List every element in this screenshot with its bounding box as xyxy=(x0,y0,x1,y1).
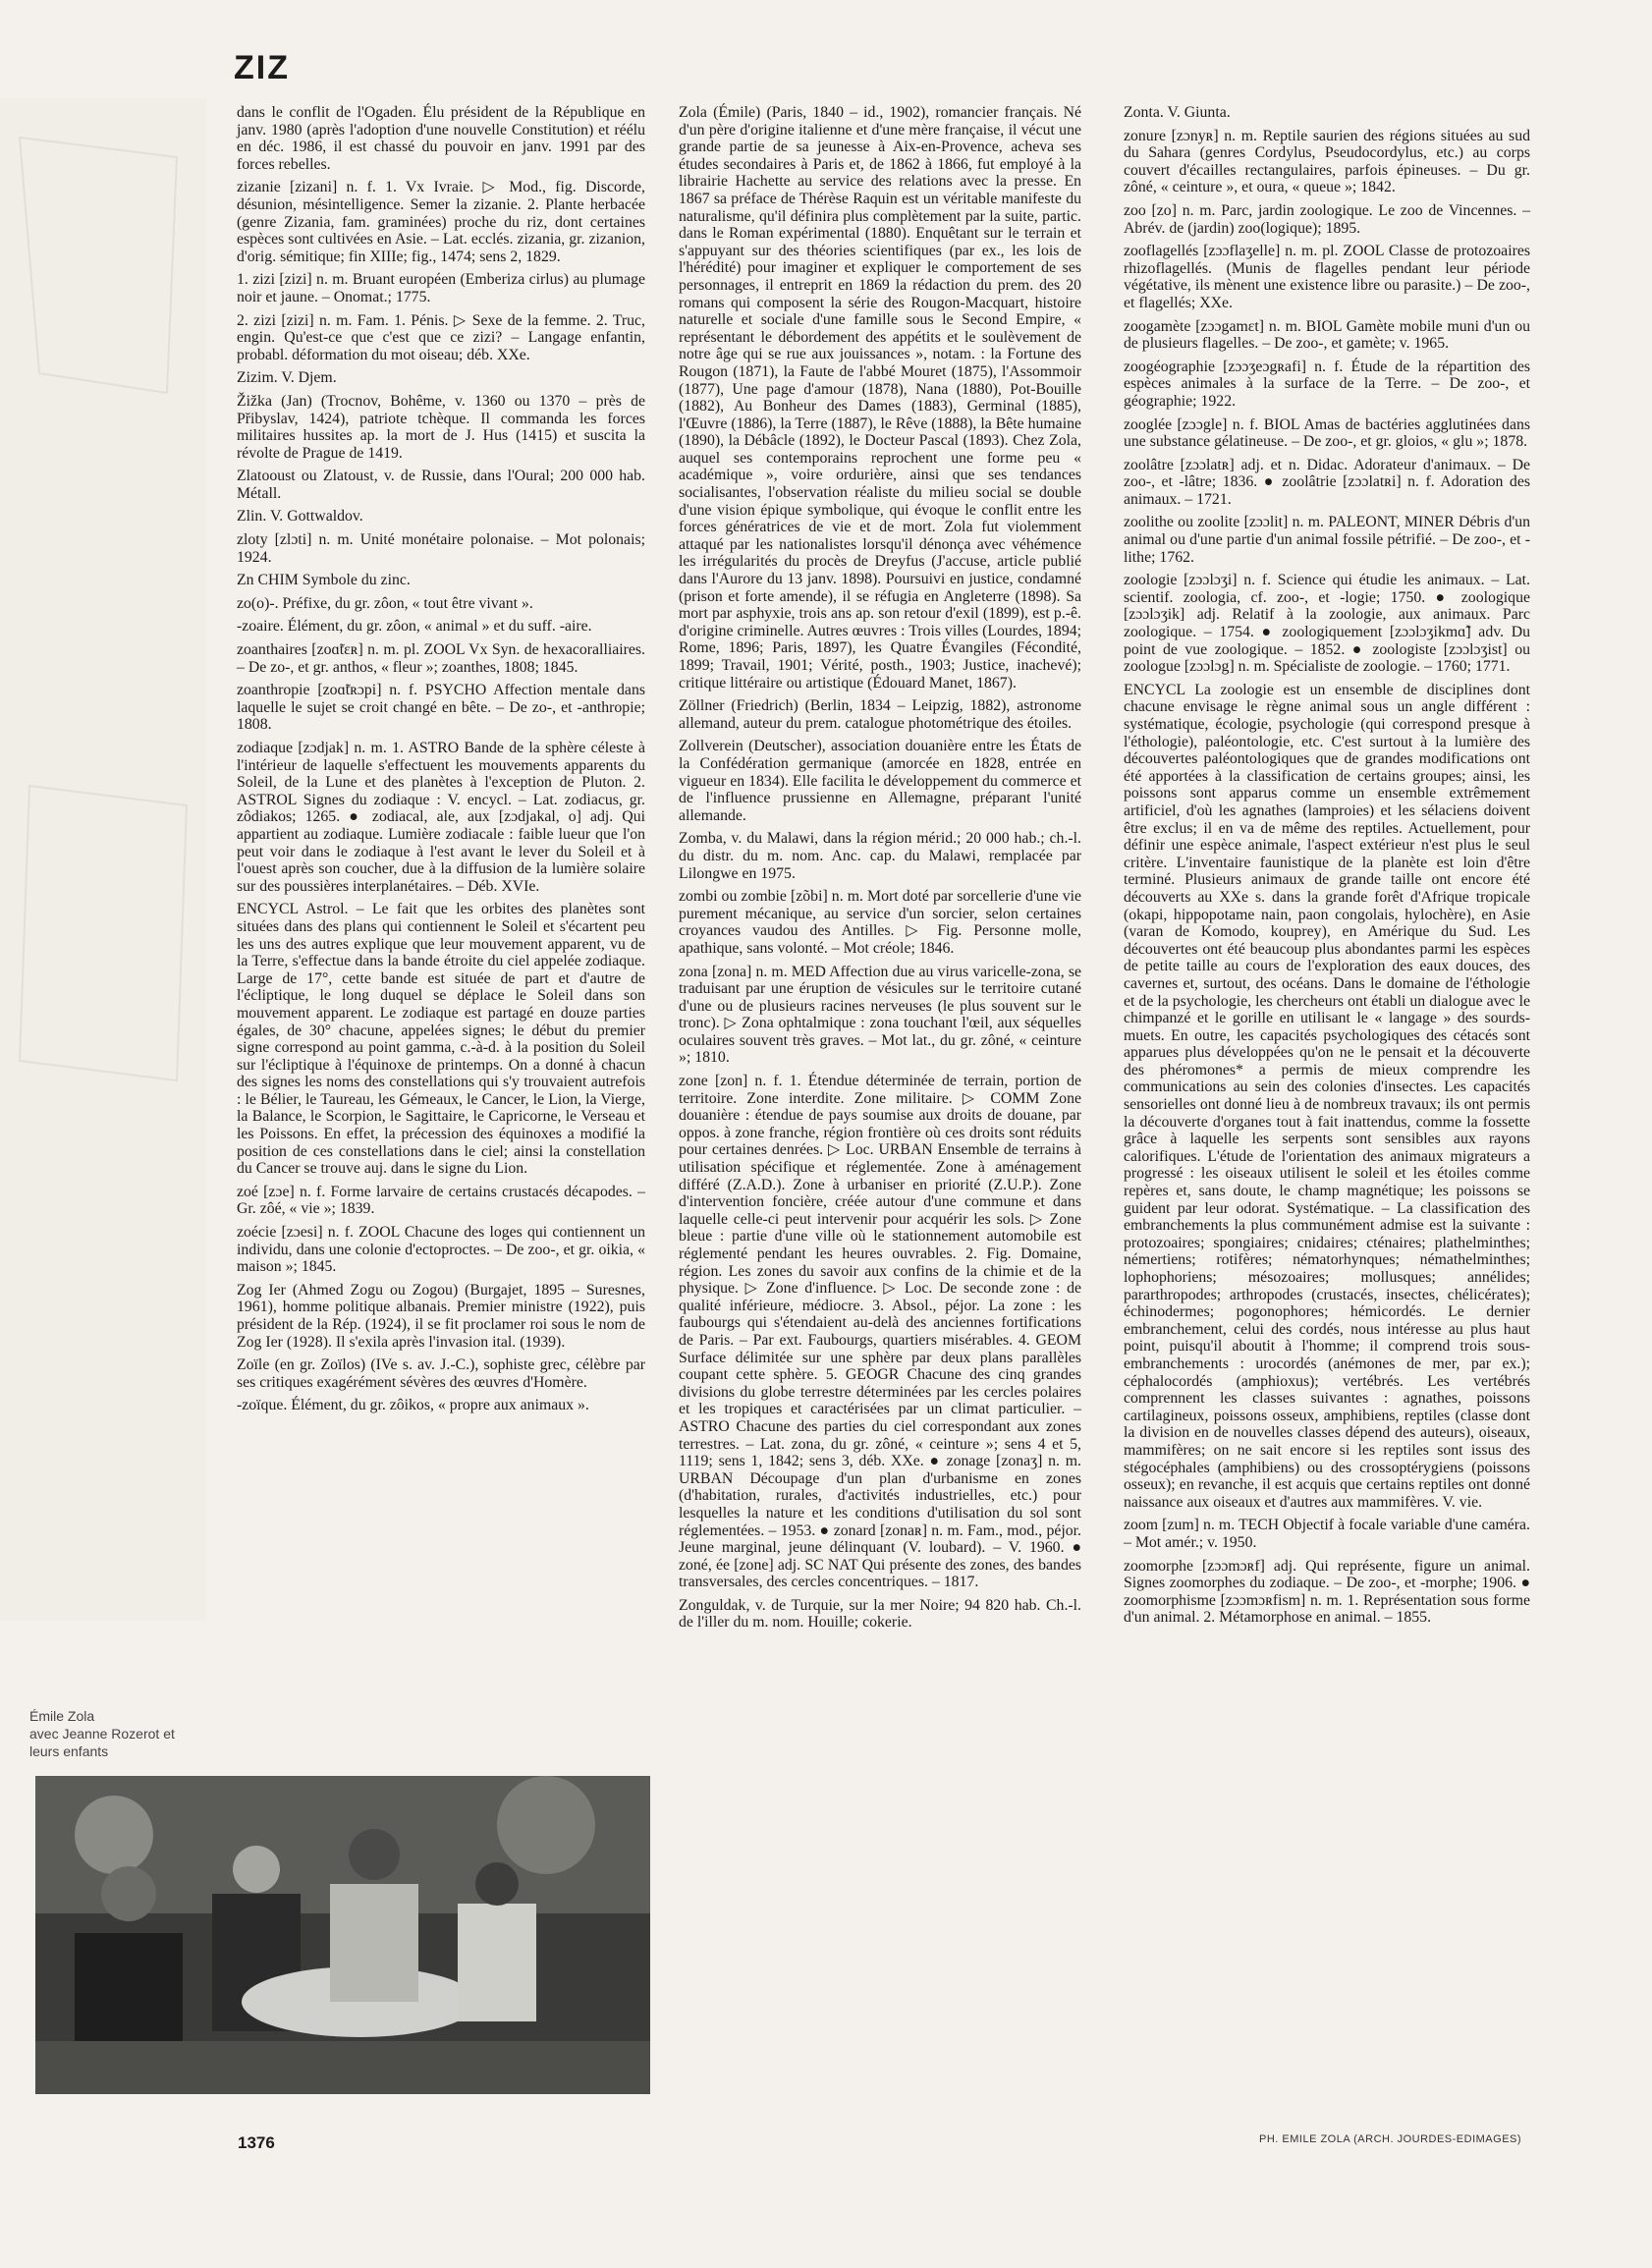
encyclopedic-note: ENCYCL Astrol. – Le fait que les orbites des planètes sont situées dans des plans qui contiennent le Soleil et s'écartent peu les uns des autres explique que leur mouvement apparent, vu de la Terre, s'effectue dans la bande étroite du ciel appelée zodiaque. Large de 17°, cette bande est située de part et d'autre de l'écliptique, le long duquel se déplace le Soleil dans son mouvement apparent. Le zodiaque est partagé en douze parties égales, de 30° chacune, appelées signes; le début du premier signe correspond au point gamma, c.-à-d. à la position du Soleil sur l'écliptique à l'équinoxe de printemps. On a donné à chacun des signes les noms des constellations qui s'y trouvaient autrefois : le Bélier, le Taureau, les Gémeaux, le Cancer, le Lion, la Vierge, la Balance, le Scorpion, le Sagittaire, le Capricorne, le Verseau et les Poissons. En effet, la précession des équinoxes a modifié la position de ces constellations dans le ciel; ainsi la constellation du Cancer se trouve auj. dans le signe du Lion. xyxy=(237,901,645,1178)
entry: zoanthaires [zoɑ̃tɛʀ] n. m. pl. ZOOL Vx Syn. de hexacoralliaires. – De zo-, et gr. anthos, « fleur »; zoanthes, 1808; 1845. xyxy=(237,641,645,676)
adjacent-page-map-ghost xyxy=(0,98,206,1621)
entry: zoolâtre [zɔɔlatʀ] adj. et n. Didac. Adorateur d'animaux. – De zoo-, et -lâtre; 1836. ● zoolâtrie [zɔɔlatʀi] n. f. Adoration des animaux. – 1721. xyxy=(1124,456,1530,508)
entry: zoolithe ou zoolite [zɔɔlit] n. m. PALEONT, MINER Débris d'un animal ou d'une partie d'un animal fossile pétrifié. – De zoo-, et -lithe; 1762. xyxy=(1124,514,1530,566)
entry: Zomba, v. du Malawi, dans la région mérid.; 20 000 hab.; ch.-l. du distr. du m. nom. Anc. cap. du Malawi, remplacée par Lilongwe en 1975. xyxy=(679,830,1081,882)
entry: Žižka (Jan) (Trocnov, Bohême, v. 1360 ou 1370 – près de Přibyslav, 1424), patriote tchèque. Il commanda les forces militaires hussites ap. la mort de J. Hus (1415) et suscita la révolte de Prague de 1419. xyxy=(237,392,645,462)
column-2 xyxy=(679,104,1081,1637)
entry: Zlatooust ou Zlatoust, v. de Russie, dans l'Oural; 200 000 hab. Métall. xyxy=(237,468,645,502)
entry: zoogamète [zɔɔgamɛt] n. m. BIOL Gamète mobile muni d'un ou de plusieurs flagelles. – De zoo-, et gamète; v. 1965. xyxy=(1124,317,1530,353)
entry: zoo [zo] n. m. Parc, jardin zoologique. Le zoo de Vincennes. – Abrév. de (jardin) zoo(logique); 1895. xyxy=(1124,201,1530,237)
entry: zodiaque [zɔdjak] n. m. 1. ASTRO Bande de la sphère céleste à l'intérieur de laquelle s'effectuent les mouvements apparents du Soleil, de la Lune et des planètes à l'exception de Pluton. 2. ASTROL Signes du zodiaque : V. encycl. – Lat. zodiacus, gr. zôdiakos; 1265. ● zodiacal, ale, aux [zɔdjakal, o] adj. Qui appartient au zodiaque. Lumière zodiacale : faible lueur que l'on peut voir dans le zodiaque à l'est avant le lever du Soleil et à l'ouest après son coucher, due à la diffusion de la lumière solaire sur des poussières interplanétaires. – Déb. XVIe. xyxy=(237,740,645,895)
entry: zombi ou zombie [zõbi] n. m. Mort doté par sorcellerie d'une vie purement mécanique, au service d'un sorcier, selon certaines croyances vaudou des Antilles. ▷ Fig. Personne molle, apathique, sans volonté. – Mot créole; 1846. xyxy=(679,888,1081,957)
entry: zonure [zɔnyʀ] n. m. Reptile saurien des régions situées au sud du Sahara (genres Cordylus, Pseudocordylus, etc.) au corps couvert d'écailles rectangulaires, parfois épineuses. – Du gr. zôné, « ceinture », et oura, « queue »; 1842. xyxy=(1124,127,1530,196)
entry: zoomorphe [zɔɔmɔʀf] adj. Qui représente, figure un animal. Signes zoomorphes du zodiaque. – De zoo-, et -morphe; 1906. ● zoomorphisme [zɔɔmɔʀfism] n. m. 1. Représentation sous forme d'un animal. 2. Métamorphose en animal. – 1855. xyxy=(1124,1557,1530,1627)
column-3 xyxy=(1124,104,1530,1632)
caption-text: avec Jeanne Rozerot et leurs enfants xyxy=(29,1726,175,1759)
encyclopedic-note: ENCYCL La zoologie est un ensemble de disciplines dont chacune envisage le règne animal sous un angle différent : systématique, écologie, psychologie (qui correspond presque à l'éthologie), paléontologie, etc. C'est surtout à la lumière des découvertes paléontologiques que de grandes modifications ont été apportées à la classification de certains groupes; ainsi, les poissons sont apparus comme un ensemble extrêmement artificiel, d'où les agnathes (lamproies) et les sélaciens doivent être exclus; il en va de même des reptiles. Actuellement, pour définir une espèce animale, l'aspect extérieur n'est plus le seul critère. L'inventaire faunistique de la planète est loin d'être terminé. Plusieurs animaux de grande taille ont encore été découverts au XXe s. dans la grande forêt d'Afrique tropicale (okapi, hippopotame nain, paon congolais, hylochère), en Asie (varan de Komodo, kouprey), en Amérique du Sud. Les découvertes ont été beaucoup plus abondantes parmi les espèces de petite taille au cours de l'exploration des eaux douces, des cavernes et, surtout, des océans. Dans le domaine de l'éthologie et de la psychologie, les chercheurs ont établi un dialogue avec le chimpanzé et le gorille en utilisant le « langage » des sourds-muets. En outre, les capacités psychologiques des cétacés sont apparues plus développées qu'on ne le pensait et la découverte des phéromones* a permis de mieux comprendre les communications au sein des colonies d'insectes. Les capacités sensorielles ont donné lieu à de nombreux travaux; ils ont permis la découverte d'organes tout à fait inattendus, comme la fossette grâce à laquelle les serpents sont sensibles aux rayons calorifiques. L'étude de l'orientation des animaux migrateurs a progressé : les oiseaux utilisent le soleil et les étoiles comme repères et, sans doute, le champ magnétique; les poissons se guident par leur odorat. Systématique. – La classification des embranchements la plus communément admise est la suivante : protozoaires; spongiaires; cnidaires; cténaires; plathelminthes; némertiens; rotifères; nématorhynques; némathelminthes; lophophoriens; mésozoaires; mollusques; annélides; pararthropodes; arthropodes (crustacés, insectes, chélicérates); échinodermes; pogonophores; hémicordés. Le dernier embranchement, celui des cordés, nous intéresse au plus haut point, puisqu'il aboutit à l'homme; il comprend trois sous-embranchements : urocordés (anémones de mer, par ex.); céphalocordés (amphioxus); vertébrés. Les vertébrés comprennent les classes suivantes : agnathes, poissons cartilagineux, poissons osseux, amphibiens, reptiles (classe dont la division en de nouvelles classes dépend des auteurs), oiseaux, mammifères; on ne sait encore si les reptiles sont issus des stégocéphales (amphibiens) ou des crossoptérygiens (poissons osseux); en revanche, il est acquis que certains reptiles ont donné naissance aux oiseaux et d'autres aux mammifères. V. vie. xyxy=(1124,681,1530,1511)
entry: Zöllner (Friedrich) (Berlin, 1834 – Leipzig, 1882), astronome allemand, auteur du prem. catalogue photométrique des étoiles. xyxy=(679,697,1081,732)
entry: 2. zizi [zizi] n. m. Fam. 1. Pénis. ▷ Sexe de la femme. 2. Truc, engin. Qu'est-ce que c'est que ce zizi? – Langage enfantin, probabl. déformation du mot oiseau; déb. XXe. xyxy=(237,311,645,363)
entry: zone [zon] n. f. 1. Étendue déterminée de terrain, portion de territoire. Zone interdite. Zone militaire. ▷ COMM Zone douanière : étendue de pays soumise aux droits de douane, par oppos. à zone franche, région frontière où ces droits sont réduits pour certaines denrées. ▷ Loc. URBAN Ensemble de terrains à utilisation spécifique et réglementée. Zone à aménagement différé (Z.A.D.). Zone à urbaniser en priorité (Z.U.P.). Zone d'intervention foncière, créée autour d'une commune et dans laquelle celle-ci peut intervenir pour acquérir les sols. ▷ Zone bleue : partie d'une ville où le stationnement automobile est réglementé pendant les heures ouvrables. 2. Fig. Domaine, région. Les zones du savoir aux confins de la chimie et de la physique. ▷ Zone d'influence. ▷ Loc. De seconde zone : de qualité inférieure, médiocre. 3. Absol., péjor. La zone : les faubourgs qui s'étendaient au-delà des anciennes fortifications de Paris. – Par ext. Faubourgs, quartiers misérables. 4. GEOM Surface délimitée sur une sphère par deux plans parallèles coupant cette sphère. 5. GEOGR Chacune des cinq grandes divisions du globe terrestre déterminées par les cercles polaires et les tropiques et caractérisées par un climat particulier. – ASTRO Chacune des parties du ciel correspondant aux zones terrestres. – Lat. zona, du gr. zôné, « ceinture »; sens 4 et 5, 1119; sens 1, 1842; sens 3, déb. XXe. ● zonage [zonaʒ] n. m. URBAN Découpage d'un plan d'urbanisme en zones (d'habitation, rurales, d'activités industrielles, etc.) pour lesquelles la nature et les conditions d'utilisation du sol sont réglementées. – 1953. ● zonard [zonaʀ] n. m. Fam., mod., péjor. Jeune marginal, jeune délinquant (V. loubard). – V. 1960. ● zoné, ée [zone] adj. SC NAT Qui présente des zones, des bandes transversales, des cercles concentriques. – 1817. xyxy=(679,1073,1081,1591)
entry: zoogéographie [zɔɔʒeɔgʀafi] n. f. Étude de la répartition des espèces animales à la surface de la Terre. – De zoo-, et géographie; 1922. xyxy=(1124,358,1530,410)
entry: Zn CHIM Symbole du zinc. xyxy=(237,572,411,589)
entry: Zonta. V. Giunta. xyxy=(1124,104,1231,121)
entry: Zola (Émile) (Paris, 1840 – id., 1902), romancier français. Né d'un père d'origine italienne et d'une mère française, il vécut une grande partie de sa jeunesse à Aix-en-Provence, acheva ses études secondaires à Paris et, de 1862 à 1866, fut employé à la librairie Hachette au service des relations avec la presse. En 1867 sa préface de Thérèse Raquin est un véritable manifeste du naturalisme, qu'il définira plus complètement par la suite, partic. dans le Roman expérimental (1880). Enquêtant sur le terrain et s'appuyant sur des théories scientifiques (par ex., les lois de l'hérédité) pour imaginer et expliquer le comportement de ses personnages, il entreprit en 1869 la rédaction du prem. des 20 romans qui composent la série des Rougon-Macquart, histoire naturelle et sociale d'une famille sous le Second Empire, « représentant le débordement des appétits et le soulèvement de notre âge qui se rue aux jouissances », notam. : la Fortune des Rougon (1871), la Faute de l'abbé Mouret (1875), l'Assommoir (1877), Une page d'amour (1878), Nana (1880), Pot-Bouille (1882), Au Bonheur des Dames (1883), Germinal (1885), l'Œuvre (1886), la Terre (1887), le Rêve (1888), la Bête humaine (1890), la Débâcle (1892), le Docteur Pascal (1893). Chez Zola, auquel ses contemporains reprochent une forme peu « académique », voire ordurière, ainsi que ses tendances socialisantes, l'observation réaliste du milieu social se double d'une vision épique symbolique, qui évoque le conflit entre les forces génératrices de vie et de mort. Zola fut violemment attaqué par les nationalistes lorsqu'il dénonça avec véhémence les irrégularités du procès de Dreyfus (J'accuse, article publié dans l'Aurore du 13 janv. 1898). Poursuivi en justice, condamné (prison et forte amende), il se réfugia en Angleterre (1898). Sa mort par asphyxie, trois ans ap. son retour d'exil (1899), est p.-ê. d'origine criminelle. Autres œuvres : Trois villes (Lourdes, 1894; Rome, 1896; Paris, 1897), les Quatre Évangiles (Fécondité, 1899; Travail, 1901; Vérité, posth., 1903; Justice, inachevé); critique littéraire ou artistique (Édouard Manet, 1867). xyxy=(679,104,1082,691)
entry: Zonguldak, v. de Turquie, sur la mer Noire; 94 820 hab. Ch.-l. de l'iller du m. nom. Houille; cokerie. xyxy=(679,1596,1081,1632)
entry: dans le conflit de l'Ogaden. Élu président de la République en janv. 1980 (après l'adoption d'une nouvelle Constitution) et réélu en déc. 1986, il est chassé du pouvoir en janv. 1991 par des forces rebelles. xyxy=(237,104,645,173)
photo-credit: PH. EMILE ZOLA (ARCH. JOURDES-EDIMAGES) xyxy=(1259,2133,1522,2145)
entry: Zoïle (en gr. Zoïlos) (IVe s. av. J.-C.), sophiste grec, célèbre par ses critiques exagérément sévères des œuvres d'Homère. xyxy=(237,1356,645,1391)
entry: zloty [zlɔti] n. m. Unité monétaire polonaise. – Mot polonais; 1924. xyxy=(237,531,645,566)
caption-name: Émile Zola xyxy=(29,1708,95,1724)
running-head: ZIZ xyxy=(234,49,290,86)
entry: zoanthropie [zoɑ̃tʀɔpi] n. f. PSYCHO Affection mentale dans laquelle le sujet se croit changé en bête. – De zo-, et -anthropie; 1808. xyxy=(237,682,645,734)
entry: zo(o)-. Préfixe, du gr. zôon, « tout être vivant ». xyxy=(237,594,533,612)
photo-caption xyxy=(29,1707,187,1760)
entry: -zoaire. Élément, du gr. zôon, « animal » et du suff. -aire. xyxy=(237,618,592,636)
entry: zoé [zɔe] n. f. Forme larvaire de certains crustacés décapodes. – Gr. zôé, « vie »; 1839. xyxy=(237,1183,645,1218)
entry: zooflagellés [zɔɔflaʒelle] n. m. pl. ZOOL Classe de protozoaires rhizoflagellés. (Munis de flagelles pendant leur période végétative, ils mènent une existence libre ou parasite.) – De zoo-, et flagellés; XXe. xyxy=(1124,243,1530,311)
entry: zoécie [zɔesi] n. f. ZOOL Chacune des loges qui contiennent un individu, dans une colonie d'ectoproctes. – De zoo-, et gr. oikia, « maison »; 1845. xyxy=(237,1224,645,1276)
page-number: 1376 xyxy=(238,2133,275,2152)
entry: Zlin. V. Gottwaldov. xyxy=(237,508,363,526)
entry: zoologie [zɔɔlɔʒi] n. f. Science qui étudie les animaux. – Lat. scientif. zoologia, cf. zoo-, et -logie; 1750. ● zoologique [zɔɔlɔʒik] adj. Relatif à la zoologie, aux animaux. Parc zoologique. – 1754. ● zoologiquement [zɔɔlɔʒikmɑ̃] adv. Du point de vue zoologique. – 1852. ● zoologiste [zɔɔlɔʒist] ou zoologue [zɔɔlɔg] n. m. Spécialiste de zoologie. – 1760; 1771. xyxy=(1124,572,1530,676)
entry: zooglée [zɔɔgle] n. f. BIOL Amas de bactéries agglutinées dans une substance gélatineuse. – De zoo-, et gr. gloios, « glu »; 1878. xyxy=(1124,415,1530,451)
entry: Zollverein (Deutscher), association douanière entre les États de la Confédération germanique (amorcée en 1828, entrée en vigueur en 1834). Elle facilita le développement du commerce et de l'influence prussienne en Allemagne, préparant l'unité allemande. xyxy=(679,738,1081,824)
entry: -zoïque. Élément, du gr. zôikos, « propre aux animaux ». xyxy=(237,1397,589,1414)
entry: zona [zona] n. m. MED Affection due au virus varicelle-zona, se traduisant par une éruption de vésicules sur le territoire cutané d'une ou de plusieurs racines nerveuses (le plus souvent sur le tronc). ▷ Zona ophtalmique : zona touchant l'œil, aux séquelles oculaires souvent très graves. – Mot lat., du gr. zôné, « ceinture »; 1810. xyxy=(679,963,1081,1067)
entry: zoom [zum] n. m. TECH Objectif à focale variable d'une caméra. – Mot amér.; v. 1950. xyxy=(1124,1517,1530,1551)
entry: Zizim. V. Djem. xyxy=(237,369,337,387)
entry: zizanie [zizani] n. f. 1. Vx Ivraie. ▷ Mod., fig. Discorde, désunion, mésintelligence. Semer la zizanie. 2. Plante herbacée (genre Zizania, fam. graminées) proche du riz, dont certaines espèces sont cultivées en Asie. – Lat. ecclés. zizania, gr. zizanion, d'orig. sémitique; fin XIIIe; fig., 1474; sens 2, 1829. xyxy=(237,179,645,265)
column-1 xyxy=(237,104,645,1420)
entry: Zog Ier (Ahmed Zogu ou Zogou) (Burgajet, 1895 – Suresnes, 1961), homme politique albanais. Premier ministre (1922), puis président de la Rép. (1924), il se fit proclamer roi sous le nom de Zog Ier (1928). Il s'exila après l'invasion ital. (1939). xyxy=(237,1281,645,1351)
entry: 1. zizi [zizi] n. m. Bruant européen (Emberiza cirlus) au plumage noir et jaune. – Onomat.; 1775. xyxy=(237,271,645,305)
zola-family-photo xyxy=(35,1776,650,2094)
